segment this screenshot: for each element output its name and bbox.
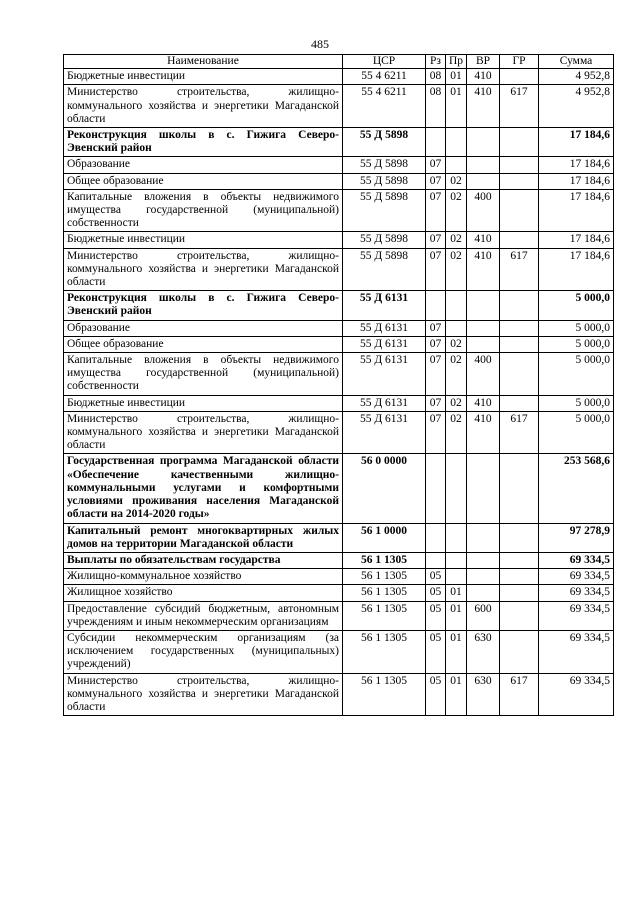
cell-name: Министерство строительства, жилищно-коммунального хозяйства и энергетики Магаданской области: [64, 85, 343, 128]
cell-gr: [500, 336, 539, 352]
cell-pr: 01: [446, 585, 467, 601]
table-row: [64, 601, 614, 630]
table-row: [64, 585, 614, 601]
cell-csr: 55 Д 5898: [343, 232, 426, 248]
table-row: [64, 523, 614, 552]
cell-pr: [446, 320, 467, 336]
header-csr: ЦСР: [343, 55, 426, 69]
cell-pr: 01: [446, 630, 467, 673]
cell-name: Министерство строительства, жилищно-коммунального хозяйства и энергетики Магаданской области: [64, 673, 343, 716]
cell-rz: 07: [426, 232, 446, 248]
cell-name: Реконструкция школы в с. Гижига Северо-Эвенский район: [64, 128, 343, 157]
cell-gr: [500, 320, 539, 336]
cell-vr: 410: [467, 232, 500, 248]
page-number: 485: [311, 37, 329, 51]
cell-rz: 05: [426, 630, 446, 673]
cell-sum: 5 000,0: [539, 336, 614, 352]
cell-gr: [500, 173, 539, 189]
cell-name: Жилищное хозяйство: [64, 585, 343, 601]
cell-pr: 02: [446, 336, 467, 352]
cell-gr: [500, 189, 539, 232]
cell-name: Министерство строительства, жилищно-коммунального хозяйства и энергетики Магаданской области: [64, 411, 343, 454]
table-row: [64, 395, 614, 411]
cell-csr: 55 Д 6131: [343, 395, 426, 411]
cell-name: Капитальные вложения в объекты недвижимого имущества государственной (муниципальной) собственности: [64, 189, 343, 232]
cell-rz: [426, 128, 446, 157]
table-header-row: [64, 55, 614, 69]
header-vr: ВР: [467, 55, 500, 69]
cell-rz: [426, 454, 446, 523]
cell-sum: 5 000,0: [539, 395, 614, 411]
cell-csr: 55 Д 5898: [343, 157, 426, 173]
cell-rz: 08: [426, 69, 446, 85]
cell-rz: 07: [426, 395, 446, 411]
table-row: [64, 157, 614, 173]
table-row: [64, 411, 614, 454]
cell-csr: 55 Д 5898: [343, 248, 426, 291]
cell-vr: [467, 157, 500, 173]
cell-sum: 17 184,6: [539, 157, 614, 173]
cell-vr: 410: [467, 248, 500, 291]
cell-name: Бюджетные инвестиции: [64, 69, 343, 85]
cell-vr: [467, 552, 500, 568]
cell-gr: [500, 585, 539, 601]
cell-sum: 4 952,8: [539, 69, 614, 85]
cell-vr: 410: [467, 85, 500, 128]
cell-gr: 617: [500, 85, 539, 128]
cell-name: Капитальные вложения в объекты недвижимого имущества государственной (муниципальной) собственности: [64, 353, 343, 396]
cell-name: Образование: [64, 320, 343, 336]
cell-csr: 55 Д 6131: [343, 320, 426, 336]
cell-gr: [500, 353, 539, 396]
cell-csr: 56 1 1305: [343, 630, 426, 673]
cell-gr: 617: [500, 248, 539, 291]
header-name: Наименование: [64, 55, 343, 69]
cell-name: Бюджетные инвестиции: [64, 232, 343, 248]
cell-name: Образование: [64, 157, 343, 173]
cell-vr: 600: [467, 601, 500, 630]
cell-sum: 69 334,5: [539, 630, 614, 673]
cell-vr: [467, 454, 500, 523]
cell-rz: 07: [426, 353, 446, 396]
cell-rz: [426, 291, 446, 320]
cell-name: Реконструкция школы в с. Гижига Северо-Эвенский район: [64, 291, 343, 320]
cell-gr: 617: [500, 411, 539, 454]
table-row: [64, 291, 614, 320]
cell-sum: 4 952,8: [539, 85, 614, 128]
cell-name: Бюджетные инвестиции: [64, 395, 343, 411]
cell-rz: 07: [426, 173, 446, 189]
table-row: [64, 173, 614, 189]
table-row: [64, 454, 614, 523]
cell-csr: 56 1 0000: [343, 523, 426, 552]
cell-gr: [500, 128, 539, 157]
cell-name: Предоставление субсидий бюджетным, автономным учреждениям и иным некоммерческим организациям: [64, 601, 343, 630]
cell-gr: [500, 523, 539, 552]
cell-vr: 400: [467, 353, 500, 396]
cell-sum: 69 334,5: [539, 552, 614, 568]
cell-gr: [500, 69, 539, 85]
cell-sum: 5 000,0: [539, 411, 614, 454]
cell-rz: 07: [426, 157, 446, 173]
cell-pr: [446, 523, 467, 552]
cell-sum: 17 184,6: [539, 189, 614, 232]
cell-name: Капитальный ремонт многоквартирных жилых домов на территории Магаданской области: [64, 523, 343, 552]
cell-gr: 617: [500, 673, 539, 716]
table-body: [64, 69, 614, 716]
cell-name: Общее образование: [64, 173, 343, 189]
table-row: [64, 353, 614, 396]
cell-csr: 56 1 1305: [343, 585, 426, 601]
cell-rz: 08: [426, 85, 446, 128]
cell-rz: 07: [426, 336, 446, 352]
cell-vr: 410: [467, 411, 500, 454]
cell-pr: 01: [446, 601, 467, 630]
cell-pr: 02: [446, 173, 467, 189]
cell-rz: 07: [426, 189, 446, 232]
cell-name: Субсидии некоммерческим организациям (за исключением государственных (муниципальных) учреждений): [64, 630, 343, 673]
cell-pr: [446, 291, 467, 320]
cell-sum: 69 334,5: [539, 585, 614, 601]
cell-csr: 55 Д 5898: [343, 173, 426, 189]
header-sum: Сумма: [539, 55, 614, 69]
cell-name: Выплаты по обязательствам государства: [64, 552, 343, 568]
cell-sum: 69 334,5: [539, 601, 614, 630]
cell-csr: 56 1 1305: [343, 601, 426, 630]
table-row: [64, 552, 614, 568]
cell-pr: 01: [446, 69, 467, 85]
cell-gr: [500, 630, 539, 673]
cell-pr: 01: [446, 85, 467, 128]
cell-csr: 55 Д 6131: [343, 411, 426, 454]
cell-csr: 55 4 6211: [343, 69, 426, 85]
cell-vr: [467, 291, 500, 320]
cell-rz: 07: [426, 248, 446, 291]
cell-vr: 410: [467, 395, 500, 411]
table-row: [64, 85, 614, 128]
cell-vr: [467, 320, 500, 336]
cell-csr: 55 Д 6131: [343, 336, 426, 352]
table-row: [64, 128, 614, 157]
cell-gr: [500, 601, 539, 630]
cell-gr: [500, 395, 539, 411]
cell-sum: 5 000,0: [539, 291, 614, 320]
cell-rz: 05: [426, 585, 446, 601]
cell-pr: 02: [446, 411, 467, 454]
table-row: [64, 320, 614, 336]
cell-sum: 17 184,6: [539, 232, 614, 248]
table-row: [64, 189, 614, 232]
table-row: [64, 569, 614, 585]
cell-gr: [500, 291, 539, 320]
cell-vr: 400: [467, 189, 500, 232]
table-row: [64, 630, 614, 673]
cell-pr: [446, 157, 467, 173]
cell-sum: 5 000,0: [539, 320, 614, 336]
header-pr: Пр: [446, 55, 467, 69]
cell-vr: [467, 585, 500, 601]
cell-vr: 630: [467, 673, 500, 716]
cell-sum: 5 000,0: [539, 353, 614, 396]
table-row: [64, 232, 614, 248]
cell-csr: 56 0 0000: [343, 454, 426, 523]
cell-csr: 56 1 1305: [343, 552, 426, 568]
cell-vr: [467, 336, 500, 352]
cell-sum: 17 184,6: [539, 173, 614, 189]
cell-name: Общее образование: [64, 336, 343, 352]
cell-rz: 07: [426, 411, 446, 454]
cell-pr: 02: [446, 248, 467, 291]
cell-rz: 05: [426, 569, 446, 585]
cell-vr: 410: [467, 69, 500, 85]
cell-pr: 02: [446, 353, 467, 396]
cell-pr: [446, 128, 467, 157]
table-row: [64, 336, 614, 352]
cell-rz: [426, 523, 446, 552]
cell-pr: 02: [446, 232, 467, 248]
cell-csr: 55 Д 6131: [343, 353, 426, 396]
cell-vr: [467, 523, 500, 552]
cell-pr: [446, 569, 467, 585]
cell-rz: [426, 552, 446, 568]
cell-sum: 69 334,5: [539, 673, 614, 716]
cell-name: Государственная программа Магаданской области «Обеспечение качественными жилищно-коммунальными услугами и комфортными условиями проживания населения Магаданской области на 2014-2020 годы»: [64, 454, 343, 523]
cell-gr: [500, 454, 539, 523]
cell-sum: 97 278,9: [539, 523, 614, 552]
header-gr: ГР: [500, 55, 539, 69]
cell-csr: 55 4 6211: [343, 85, 426, 128]
cell-gr: [500, 157, 539, 173]
table-row: [64, 248, 614, 291]
cell-pr: [446, 552, 467, 568]
table-row: [64, 673, 614, 716]
cell-rz: 05: [426, 601, 446, 630]
budget-table: [63, 54, 614, 716]
cell-vr: [467, 128, 500, 157]
cell-gr: [500, 232, 539, 248]
cell-csr: 55 Д 5898: [343, 189, 426, 232]
cell-vr: 630: [467, 630, 500, 673]
cell-name: Министерство строительства, жилищно-коммунального хозяйства и энергетики Магаданской области: [64, 248, 343, 291]
cell-pr: 02: [446, 395, 467, 411]
cell-sum: 17 184,6: [539, 248, 614, 291]
cell-pr: 02: [446, 189, 467, 232]
cell-pr: [446, 454, 467, 523]
cell-gr: [500, 569, 539, 585]
cell-csr: 55 Д 5898: [343, 128, 426, 157]
header-rz: Рз: [426, 55, 446, 69]
cell-name: Жилищно-коммунальное хозяйство: [64, 569, 343, 585]
cell-sum: 17 184,6: [539, 128, 614, 157]
cell-vr: [467, 569, 500, 585]
cell-sum: 253 568,6: [539, 454, 614, 523]
cell-csr: 56 1 1305: [343, 673, 426, 716]
cell-rz: 07: [426, 320, 446, 336]
cell-vr: [467, 173, 500, 189]
cell-gr: [500, 552, 539, 568]
cell-pr: 01: [446, 673, 467, 716]
cell-csr: 55 Д 6131: [343, 291, 426, 320]
cell-csr: 56 1 1305: [343, 569, 426, 585]
cell-rz: 05: [426, 673, 446, 716]
cell-sum: 69 334,5: [539, 569, 614, 585]
table-row: [64, 69, 614, 85]
